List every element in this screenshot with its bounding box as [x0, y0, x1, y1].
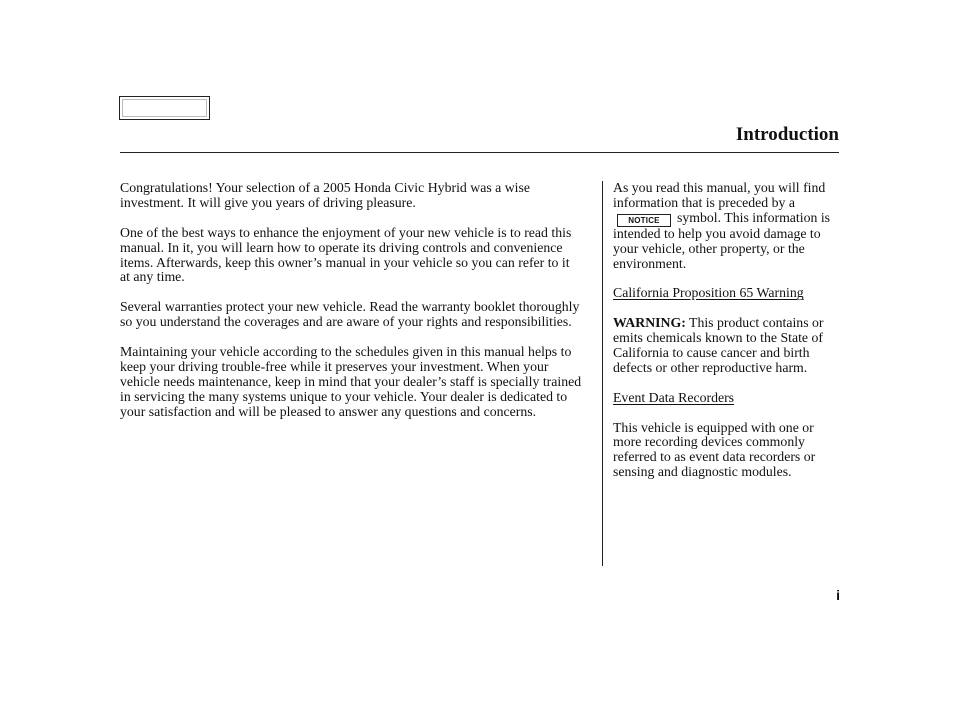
edr-paragraph: This vehicle is equipped with one or more recording devices commonly referred to as event data recorders or sensing and diagnostic modules.	[613, 419, 816, 480]
column-divider	[602, 181, 603, 566]
section-title: Introduction	[735, 124, 839, 145]
left-column	[120, 181, 582, 434]
notice-explanation	[613, 181, 839, 272]
intro-paragraph-4: Maintaining your vehicle according to the schedules given in this manual helps to keep your driving trouble-free while it preserves your investment. When your vehicle needs maintenance, keep in mind that your dealer’s staff is specially trained in servicing the many systems unique to your vehicle. Your dealer is dedicated to your satisfaction and will be pleased to answer any questions and concerns.	[120, 343, 582, 419]
intro-paragraph-2: One of the best ways to enhance the enjoyment of your new vehicle is to read this manual. In it, you will learn how to operate its driving controls and convenience items. Afterwards, keep this owner’s manual in your vehicle so you can refer to it at any time.	[120, 224, 572, 285]
warning-label: WARNING:	[613, 315, 686, 331]
right-column	[613, 181, 839, 495]
page-number: i	[836, 587, 840, 603]
warning-paragraph	[613, 316, 839, 376]
warning-text: This product contains or emits chemicals known to the State of California to cause cancer and birth defects or other reproductive harm.	[613, 315, 824, 375]
notice-text-after: symbol. This information is intended to help you avoid damage to your vehicle, other property, or the environment.	[613, 209, 831, 271]
edr-heading-link[interactable]: Event Data Recorders	[613, 389, 735, 405]
nav-box[interactable]	[119, 96, 210, 120]
header-rule	[120, 152, 839, 153]
intro-paragraph-3: Several warranties protect your new vehicle. Read the warranty booklet thoroughly so you understand the coverages and are aware of your rights and responsibilities.	[120, 299, 580, 330]
intro-paragraph-1: Congratulations! Your selection of a 2005 Honda Civic Hybrid was a wise investment. It will give you years of driving pleasure.	[120, 180, 531, 210]
prop65-heading-link[interactable]: California Proposition 65 Warning	[613, 285, 804, 301]
notice-symbol-icon: NOTICE	[617, 214, 671, 227]
notice-text-before: As you read this manual, you will find information that is preceded by a	[613, 180, 826, 210]
